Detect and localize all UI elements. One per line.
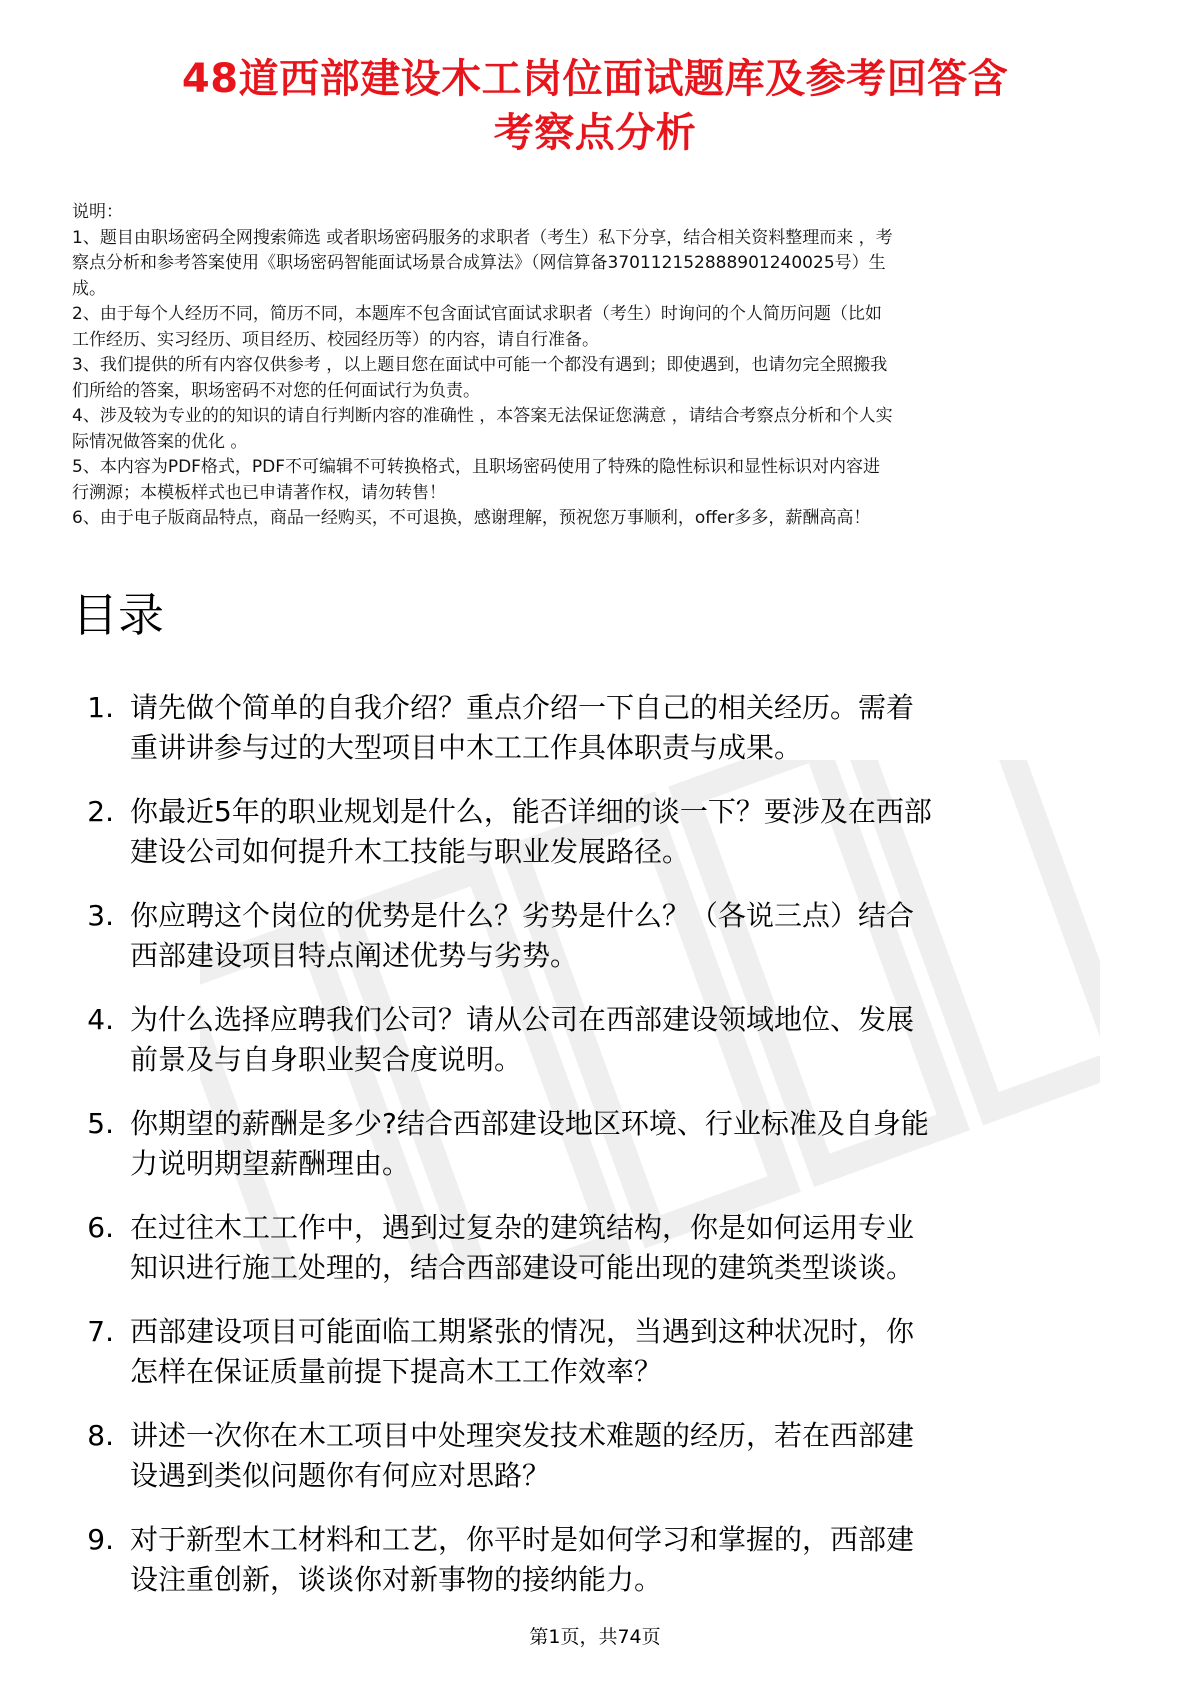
- question-number: 3.: [87, 899, 114, 932]
- question-text-line: 知识进行施工处理的，结合西部建设可能出现的建筑类型谈谈。: [130, 1251, 915, 1284]
- question-number: 6.: [87, 1211, 114, 1244]
- question-text-line: 西部建设项目可能面临工期紧张的情况，当遇到这种状况时，你: [130, 1315, 915, 1348]
- notes-line: 3、我们提供的所有内容仅供参考 ，以上题目您在面试中可能一个都没有遇到；即使遇到，也请勿完全照搬我: [72, 355, 888, 375]
- notes-line: 行溯源；本模板样式也已申请著作权，请勿转售！: [72, 482, 446, 503]
- instructions-block: [72, 200, 1122, 532]
- question-item: [72, 1520, 1132, 1604]
- question-text-line: 你期望的薪酬是多少?结合西部建设地区环境、行业标准及自身能: [130, 1107, 929, 1140]
- question-number: 8.: [87, 1419, 114, 1452]
- question-text-line: 请先做个简单的自我介绍？重点介绍一下自己的相关经历。需着: [130, 691, 915, 724]
- question-number: 9.: [87, 1523, 114, 1556]
- question-text-line: 设遇到类似问题你有何应对思路？: [130, 1459, 551, 1492]
- notes-line: 6、由于电子版商品特点，商品一经购买，不可退换，感谢理解，预祝您万事顺利，offer多多，薪酬高高！: [72, 508, 871, 528]
- question-list: [72, 688, 1132, 1624]
- title-line-2: 考察点分析: [493, 110, 697, 156]
- question-text-line: 为什么选择应聘我们公司？请从公司在西部建设领域地位、发展: [130, 1003, 915, 1036]
- question-text-line: 讲述一次你在木工项目中处理突发技术难题的经历，若在西部建: [130, 1419, 915, 1452]
- question-item: [72, 792, 1132, 876]
- title-line-1: 48道西部建设木工岗位面试题库及参考回答含: [181, 56, 1009, 102]
- document-title: [60, 52, 1130, 160]
- question-text-line: 怎样在保证质量前提下提高木工工作效率？: [130, 1355, 663, 1388]
- toc-heading: 目录: [72, 588, 164, 642]
- notes-line: 1、题目由职场密码全网搜索筛选 或者职场密码服务的求职者（考生）私下分享，结合相关资料整理而来 ，考: [72, 227, 893, 248]
- notes-line: 成。: [72, 278, 106, 299]
- question-item: [72, 688, 1132, 772]
- question-text-line: 建设公司如何提升木工技能与职业发展路径。: [130, 835, 691, 868]
- question-text-line: 对于新型木工材料和工艺，你平时是如何学习和掌握的，西部建: [130, 1523, 915, 1556]
- question-text-line: 前景及与自身职业契合度说明。: [130, 1043, 523, 1076]
- page-number-footer: 第1页，共74页: [529, 1626, 661, 1648]
- question-number: 7.: [87, 1315, 114, 1348]
- question-number: 5.: [87, 1107, 114, 1140]
- question-item: [72, 1000, 1132, 1084]
- notes-line: 2、由于每个人经历不同，简历不同，本题库不包含面试官面试求职者（考生）时询问的个人简历问题（比如: [72, 304, 882, 324]
- notes-line: 说明：: [72, 202, 123, 222]
- question-number: 2.: [87, 795, 114, 828]
- notes-line: 察点分析和参考答案使用《职场密码智能面试场景合成算法》（网信算备370112152888901240025号）生: [72, 253, 886, 273]
- question-text-line: 设注重创新，谈谈你对新事物的接纳能力。: [130, 1563, 663, 1596]
- question-text-line: 你应聘这个岗位的优势是什么？劣势是什么？（各说三点）结合: [130, 899, 915, 932]
- notes-line: 5、本内容为PDF格式，PDF不可编辑不可转换格式，且职场密码使用了特殊的隐性标识和显性标识对内容进: [72, 457, 881, 477]
- notes-line: 际情况做答案的优化 。: [72, 431, 248, 452]
- question-text-line: 在过往木工工作中，遇到过复杂的建筑结构，你是如何运用专业: [130, 1211, 915, 1244]
- question-item: [72, 1208, 1132, 1292]
- notes-line: 们所给的答案，职场密码不对您的任何面试行为负责。: [72, 380, 480, 401]
- question-text-line: 重讲讲参与过的大型项目中木工工作具体职责与成果。: [130, 731, 803, 764]
- question-item: [72, 896, 1132, 980]
- question-text-line: 你最近5年的职业规划是什么，能否详细的谈一下？要涉及在西部: [130, 795, 932, 828]
- question-item: [72, 1104, 1132, 1188]
- notes-line: 工作经历、实习经历、项目经历、校园经历等）的内容，请自行准备。: [72, 329, 599, 350]
- question-text-line: 西部建设项目特点阐述优势与劣势。: [130, 939, 579, 972]
- notes-line: 4、涉及较为专业的的知识的请自行判断内容的准确性 ，本答案无法保证您满意 ，请结合考察点分析和个人实: [72, 406, 893, 426]
- question-item: [72, 1416, 1132, 1500]
- question-number: 1.: [87, 691, 114, 724]
- question-item: [72, 1312, 1132, 1396]
- question-number: 4.: [87, 1003, 114, 1036]
- question-text-line: 力说明期望薪酬理由。: [130, 1147, 411, 1180]
